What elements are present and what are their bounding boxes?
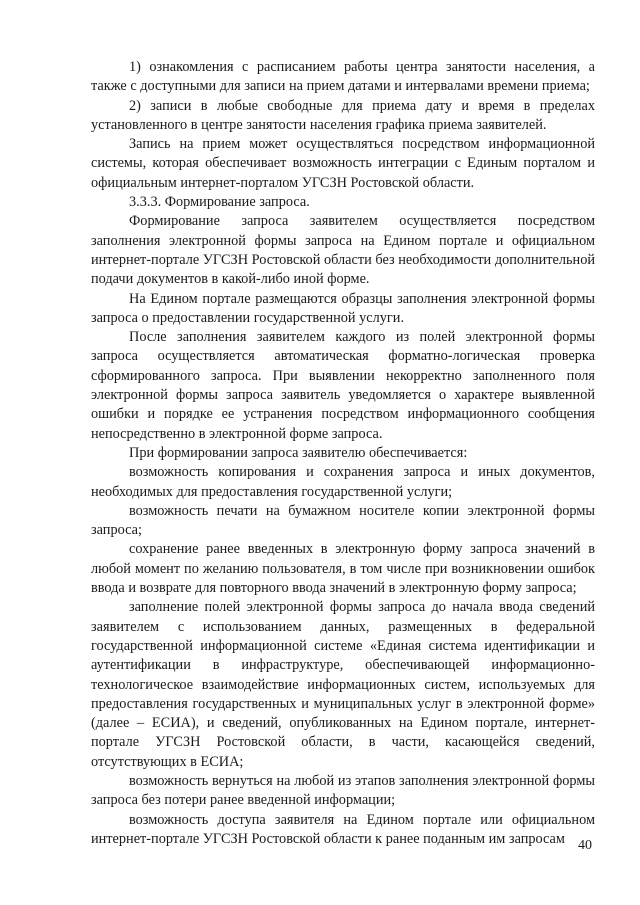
list-item-return-steps: возможность вернуться на любой из этапов заполнения электронной формы запроса без потери ранее введенной информации;	[91, 772, 595, 809]
paragraph-samples: На Едином портале размещаются образцы заполнения электронной формы запроса о предоставлении государственной услуги.	[91, 290, 595, 326]
list-item-access-previous: возможность доступа заявителя на Едином портале или официальном интернет-портале УГСЗН Ростовской области к ранее поданным им запросам	[91, 811, 595, 847]
paragraph-item-1: 1) ознакомления с расписанием работы центра занятости населения, а также с доступными для записи на прием датами и интервалами времени приема;	[91, 59, 595, 95]
paragraph-provided-intro: При формировании запроса заявителю обеспечивается:	[129, 444, 468, 461]
list-item-saving: сохранение ранее введенных в электронную форму запроса значений в любой момент по желанию пользователя, в том числе при возникновении ошибок ввода и возврате для повторного ввода значений в электронную форму запроса;	[91, 541, 595, 597]
page-number: 40	[578, 838, 592, 853]
paragraph-item-2: 2) записи в любые свободные для приема дату и время в пределах установленного в центре занятости населения графика приема заявителей.	[91, 97, 595, 133]
section-heading-3-3-3: 3.3.3. Формирование запроса.	[129, 194, 310, 211]
paragraph-validation: После заполнения заявителем каждого из полей электронной формы запроса осуществляется автоматическая форматно-логическая проверка сформированного запроса. При выявлении некорректно заполненного поля электронной формы запроса заявитель уведомляется о характере выявленной ошибки и порядке ее устранения посредством информационного сообщения непосредственно в электронной форме запроса.	[91, 329, 595, 442]
paragraph-appointment-system: Запись на прием может осуществляться посредством информационной системы, которая обеспечивает возможность интеграции с Единым порталом и официальным интернет-порталом УГСЗН Ростовской области.	[91, 136, 595, 191]
list-item-autofill-esia: заполнение полей электронной формы запроса до начала ввода сведений заявителем с использованием данных, размещенных в федеральной государственной информационной системе «Единая система идентификации и аутентификации в инфраструктуре, обеспечивающей информационно-технологическое взаимодействие информационных систем, используемых для предоставления государственных и муниципальных услуг в электронной форме» (далее – ЕСИА), и сведений, опубликованных на Едином портале, интернет-портале УГСЗН Ростовской области, в части, касающейся сведений, отсутствующих в ЕСИА;	[91, 599, 595, 770]
document-body	[91, 58, 595, 849]
paragraph-request-formation: Формирование запроса заявителем осуществляется посредством заполнения электронной формы запроса на Едином портале и официальном интернет-портале УГСЗН Ростовской области без необходимости дополнительной подачи документов в какой-либо иной форме.	[91, 213, 595, 288]
list-item-printing: возможность печати на бумажном носителе копии электронной формы запроса;	[91, 502, 595, 539]
list-item-copying: возможность копирования и сохранения запроса и иных документов, необходимых для предоставления государственной услуги;	[91, 464, 595, 500]
